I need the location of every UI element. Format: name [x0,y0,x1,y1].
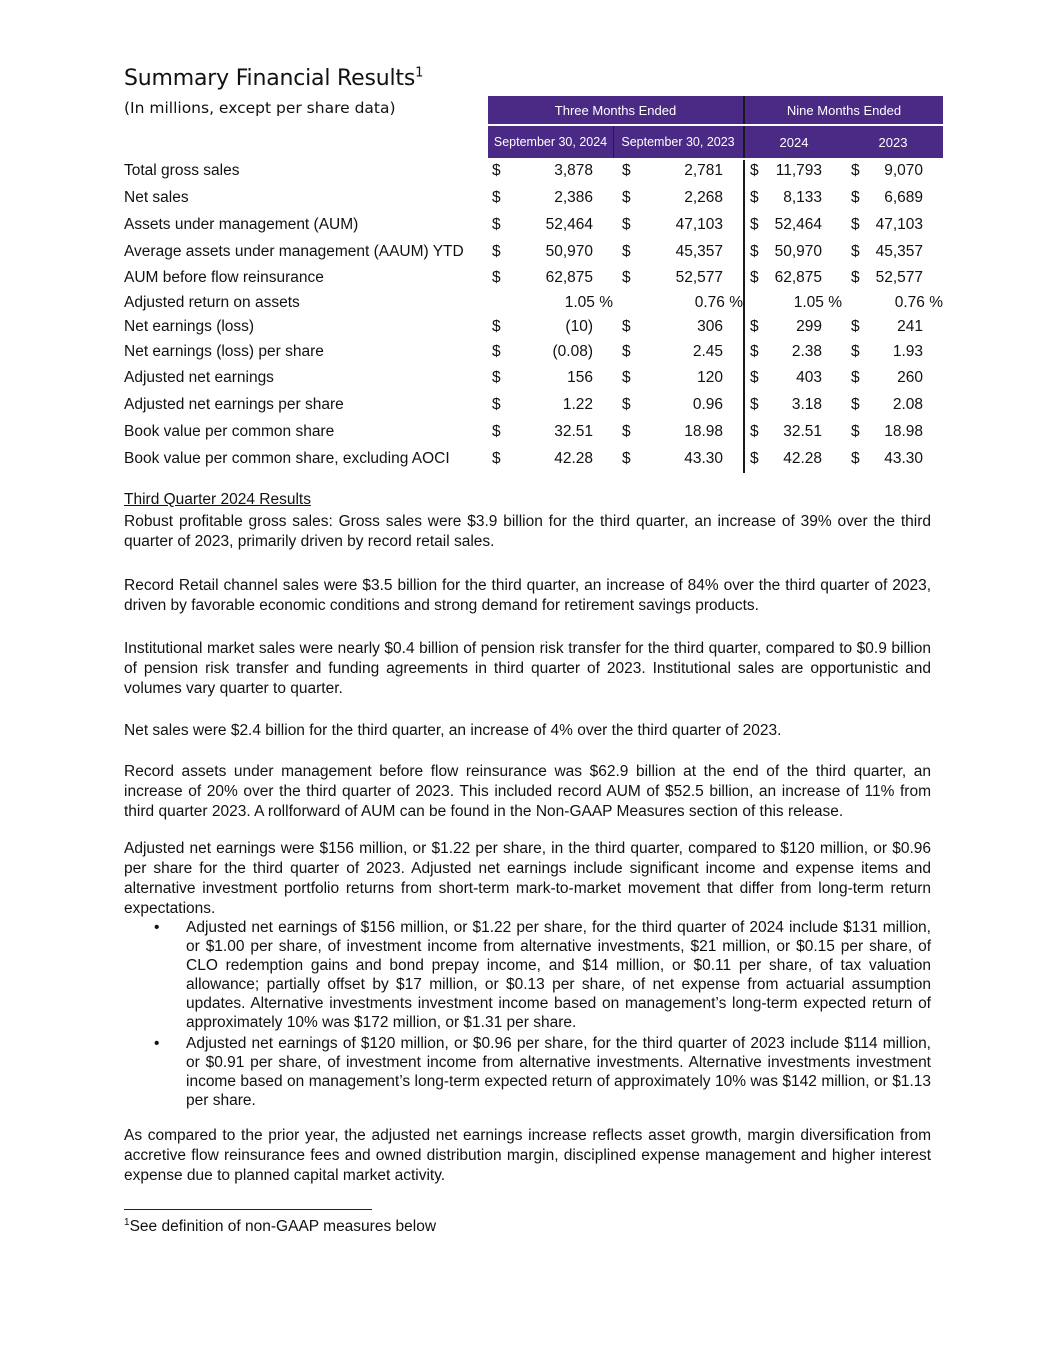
currency-symbol: $ [622,369,631,386]
table-cell: 47,103 [675,216,723,233]
row-label: AUM before flow reinsurance [124,269,324,286]
currency-symbol: $ [851,450,860,467]
currency-symbol: $ [750,318,759,335]
table-cell: 43.30 [884,450,923,467]
table-cell: 42.28 [554,450,593,467]
currency-symbol: $ [492,450,501,467]
table-cell: 2,268 [684,189,723,206]
currency-symbol: $ [750,423,759,440]
paragraph-institutional-sales: Institutional market sales were nearly $0.4 billion of pension risk transfer for the third quarter, compared to $0.9 billion of pension risk transfer and funding agreements in third quarter of 2023. Institutional sales are opportunistic and volumes vary quarter to quarter. [124,640,931,697]
results-heading: Third Quarter 2024 Results [124,491,311,508]
table-units-note: (In millions, except per share data) [124,99,396,117]
paragraph-adjusted-net-earnings: Adjusted net earnings were $156 million, or $1.22 per share, in the third quarter, compared to $120 million, or $0.96 per share for the third quarter of 2023. Adjusted net earnings include significant income and expense items and alternative investment portfolio returns from short-term mark-to-market movement that differ from long-term return expectations. [124,840,931,917]
currency-symbol: $ [750,450,759,467]
table-cell: 62,875 [545,269,593,286]
table-cell: 18.98 [684,423,723,440]
row-label: Average assets under management (AAUM) YTD [124,243,464,260]
row-label: Assets under management (AUM) [124,216,359,233]
currency-symbol: $ [851,343,860,360]
currency-symbol: $ [750,243,759,260]
table-cell: 2.08 [892,396,923,413]
table-cell: 52,577 [875,269,923,286]
currency-symbol: $ [492,243,501,260]
currency-symbol: $ [492,216,501,233]
header-nine-months: Nine Months Ended [743,96,943,124]
currency-symbol: $ [851,269,860,286]
bullet-list [124,918,931,1110]
table-cell: 45,357 [675,243,723,260]
row-label: Total gross sales [124,162,240,179]
table-cell: 403 [796,369,822,386]
currency-symbol: $ [851,369,860,386]
currency-symbol: $ [750,162,759,179]
currency-symbol: $ [492,369,501,386]
table-cell: 299 [796,318,822,335]
table-cell: 42.28 [783,450,822,467]
table-cell: 8,133 [783,189,822,206]
currency-symbol: $ [622,269,631,286]
table-cell: 0.76 % [894,294,943,311]
list-item: • Adjusted net earnings of $156 million, or $1.22 per share, for the third quarter of 2024 include $131 million, or $1.00 per share, of investment income from alternative investments, $21 million, or $0.15 per share, of CLO redemption gains and bond prepay income, and $14 million, or $0.11 per share, of tax valuation allowance; partially offset by $17 million, or $0.13 per share, of net expense from actuarial assumption updates. Alternative investments investment income based on management’s long-term expected return of approximately 10% was $172 million, or $1.31 per share. [154,919,931,1031]
row-label: Adjusted net earnings per share [124,396,344,413]
bullet-icon: • [154,1035,160,1052]
table-cell: 0.76 % [694,294,743,311]
table-cell: 52,577 [675,269,723,286]
table-cell: 32.51 [783,423,822,440]
table-cell: 2,781 [684,162,723,179]
currency-symbol: $ [750,343,759,360]
paragraph-net-sales: Net sales were $2.4 billion for the third quarter, an increase of 4% over the third quarter of 2023. [124,722,782,739]
table-cell: 52,464 [774,216,822,233]
table-cell: (0.08) [552,343,593,360]
table-cell: 241 [897,318,923,335]
row-label: Book value per common share, excluding AOCI [124,450,450,467]
col-header-2023: 2023 [843,126,943,158]
footnote: $^1$See definition of non-GAAP measures below [124,1216,437,1235]
list-item: • Adjusted net earnings of $120 million, or $0.96 per share, for the third quarter of 2023 include $114 million, or $0.91 per share, of investment income from alternative investments. Alternative investments investment income based on management’s long-term expected return of approximately 10% was $142 million, or $1.13 per share. [154,1035,931,1109]
header-three-months: Three Months Ended [488,96,743,124]
col-header-sep-2023: September 30, 2023 [613,126,743,158]
table-cell: 2.38 [791,343,822,360]
footnote-divider [124,1209,372,1210]
table-cell: 6,689 [884,189,923,206]
currency-symbol: $ [492,396,501,413]
table-cell: 43.30 [684,450,723,467]
table-cell: 306 [697,318,723,335]
title-footnote-marker: 1 [415,65,424,81]
paragraph-aum: Record assets under management before flow reinsurance was $62.9 billion at the end of the third quarter, an increase of 20% over the third quarter of 2023. This included record AUM of $52.5 billion, an increase of 11% from third quarter 2023. A rollforward of AUM can be found in the Non-GAAP Measures section of this release. [124,763,931,820]
table-cell: 1.05 % [793,294,842,311]
row-label: Net earnings (loss) [124,318,255,335]
currency-symbol: $ [750,189,759,206]
currency-symbol: $ [622,423,631,440]
table-cell: 260 [897,369,923,386]
paragraph-comparison: As compared to the prior year, the adjusted net earnings increase reflects asset growth, margin diversification from accretive flow reinsurance fees and owned distribution margin, disciplined expense management and higher interest expense due to planned capital market activity. [124,1127,931,1184]
currency-symbol: $ [622,216,631,233]
table-cell: 156 [567,369,593,386]
currency-symbol: $ [622,318,631,335]
table-cell: 3,878 [554,162,593,179]
table-cell: 32.51 [554,423,593,440]
row-label: Net earnings (loss) per share [124,343,324,360]
paragraph-gross-sales: Robust profitable gross sales: Gross sales were $3.9 billion for the third quarter, an increase of 39% over the third quarter of 2023, primarily driven by record retail sales. [124,513,931,550]
table-cell: 2.45 [692,343,723,360]
currency-symbol: $ [492,423,501,440]
currency-symbol: $ [750,216,759,233]
table-cell: 11,793 [775,162,822,179]
table-cell: 9,070 [884,162,923,179]
currency-symbol: $ [622,162,631,179]
currency-symbol: $ [851,162,860,179]
table-cell: 62,875 [774,269,822,286]
bullet-icon: • [154,919,160,936]
currency-symbol: $ [492,189,501,206]
currency-symbol: $ [622,450,631,467]
currency-symbol: $ [851,396,860,413]
table-cell: 50,970 [545,243,593,260]
table-cell: 18.98 [884,423,923,440]
currency-symbol: $ [851,189,860,206]
currency-symbol: $ [851,243,860,260]
row-label: Book value per common share [124,423,335,440]
currency-symbol: $ [851,216,860,233]
row-label: Adjusted return on assets [124,294,300,311]
currency-symbol: $ [492,343,501,360]
currency-symbol: $ [622,243,631,260]
table-cell: 45,357 [875,243,923,260]
currency-symbol: $ [622,189,631,206]
row-label: Net sales [124,189,189,206]
currency-symbol: $ [750,269,759,286]
table-cell: (10) [565,318,593,335]
table-cell: 1.05 % [564,294,613,311]
table-cell: 3.18 [791,396,822,413]
table-cell: 52,464 [545,216,593,233]
currency-symbol: $ [750,396,759,413]
currency-symbol: $ [622,343,631,360]
currency-symbol: $ [750,369,759,386]
table-cell: 47,103 [875,216,923,233]
currency-symbol: $ [492,318,501,335]
table-cell: 0.96 [692,396,723,413]
currency-symbol: $ [851,423,860,440]
col-header-sep-2024: September 30, 2024 [488,126,613,158]
table-cell: 1.22 [562,396,593,413]
paragraph-retail-sales: Record Retail channel sales were $3.5 billion for the third quarter, an increase of 84% over the third quarter of 2023, driven by favorable economic conditions and strong demand for retirement savings products. [124,577,931,614]
table-cell: 50,970 [774,243,822,260]
currency-symbol: $ [851,318,860,335]
col-header-2024: 2024 [743,126,843,158]
currency-symbol: $ [622,396,631,413]
currency-symbol: $ [492,269,501,286]
row-label: Adjusted net earnings [124,369,274,386]
table-cell: 1.93 [892,343,923,360]
currency-symbol: $ [492,162,501,179]
page-title: Summary Financial Results$^1$ [124,65,424,91]
table-cell: 2,386 [554,189,593,206]
table-cell: 120 [697,369,723,386]
